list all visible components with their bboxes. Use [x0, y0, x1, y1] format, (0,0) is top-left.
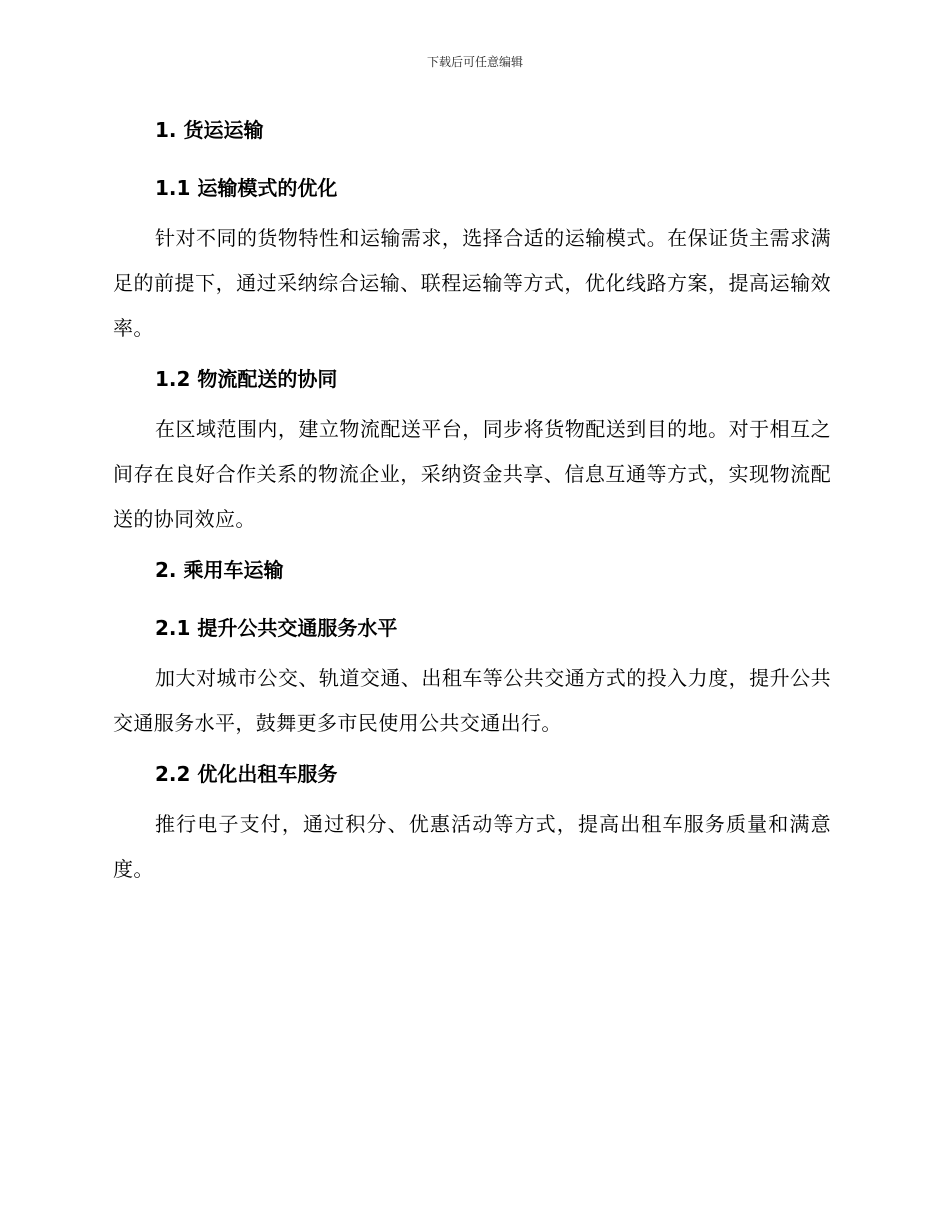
subsection-heading-1-2: 1.2 物流配送的协同	[155, 367, 338, 391]
page-header: 下载后可任意编辑	[426, 55, 523, 69]
subsection-heading-2-1: 2.1 提升公共交通服务水平	[155, 616, 398, 640]
section-heading-1: 1. 货运运输	[155, 118, 264, 142]
section-heading-2: 2. 乘用车运输	[155, 558, 284, 582]
document-body	[113, 110, 831, 892]
paragraph-1-2: 在区域范围内，建立物流配送平台，同步将货物配送到目的地。对于相互之间存在良好合作关系的物流企业，采纳资金共享、信息互通等方式，实现物流配送的协同效应。	[113, 417, 831, 531]
subsection-heading-2-2: 2.2 优化出租车服务	[155, 762, 338, 786]
subsection-heading-1-1: 1.1 运输模式的优化	[155, 176, 338, 200]
paragraph-1-1: 针对不同的货物特性和运输需求，选择合适的运输模式。在保证货主需求满足的前提下，通过采纳综合运输、联程运输等方式，优化线路方案，提高运输效率。	[113, 226, 831, 340]
paragraph-2-1: 加大对城市公交、轨道交通、出租车等公共交通方式的投入力度，提升公共交通服务水平，鼓舞更多市民使用公共交通出行。	[113, 666, 831, 735]
paragraph-2-2: 推行电子支付，通过积分、优惠活动等方式，提高出租车服务质量和满意度。	[113, 812, 831, 881]
